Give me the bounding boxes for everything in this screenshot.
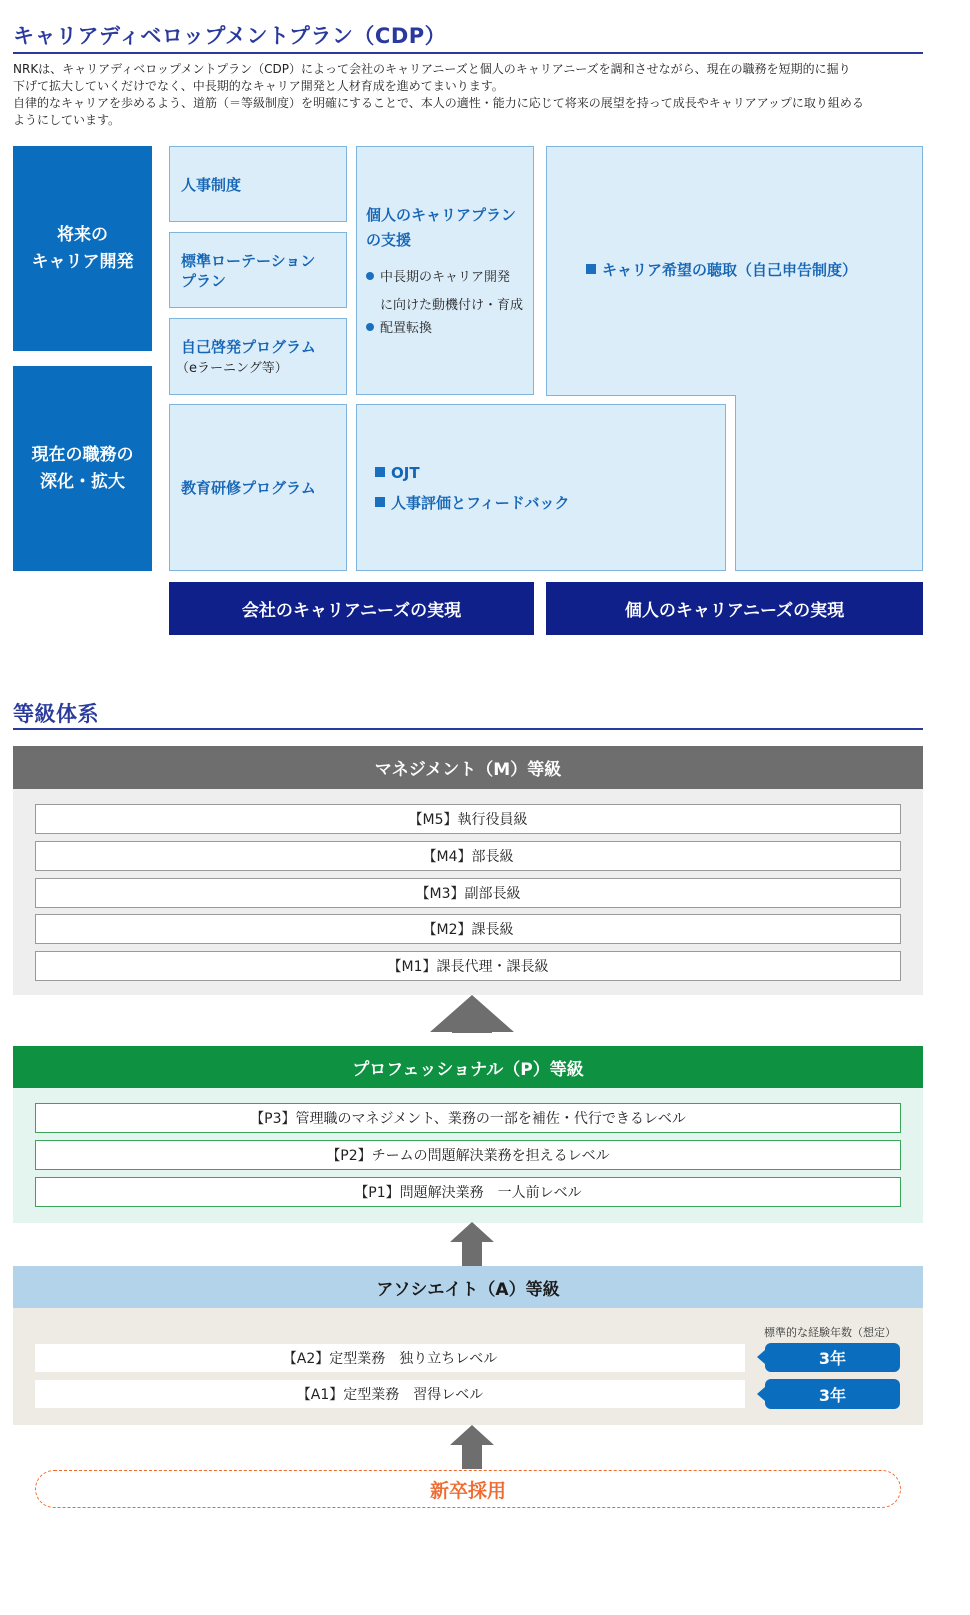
badge-pointer-icon — [757, 1350, 765, 1364]
grade-row-p2: 【P2】チームの問題解決業務を担えるレベル — [35, 1140, 901, 1170]
box-self-development-label: 自己啓発プログラム — [181, 338, 316, 356]
box-rotation-label — [181, 251, 315, 291]
box-training-program — [169, 404, 347, 571]
company-needs-bar: 会社のキャリアニーズの実現 — [169, 582, 534, 635]
box-ojt-feedback — [356, 404, 726, 571]
cdp-title-underline — [13, 52, 923, 54]
side-current-line-2: 深化・拡大 — [40, 471, 125, 492]
cdp-title: キャリアディベロップメントプラン（CDP） — [13, 24, 447, 48]
professional-bar: プロフェッショナル（P）等級 — [13, 1046, 923, 1088]
box-support-item-1-line-1: 中長期のキャリア開発 — [380, 270, 511, 285]
badge-pointer-icon — [757, 1387, 765, 1401]
up-arrow-icon — [450, 1425, 494, 1469]
box-support-item-1-line-2: に向けた動機付け・育成 — [380, 298, 524, 313]
box-support-title-line-1: 個人のキャリアプラン — [366, 206, 517, 224]
personal-needs-bar: 個人のキャリアニーズの実現 — [546, 582, 923, 635]
box-rotation-line-1: 標準ローテーション — [181, 252, 316, 270]
square-bullet-icon — [375, 467, 385, 477]
cdp-intro-line-1: NRKは、キャリアディベロップメントプラン（CDP）によって会社のキャリアニーズと個人のキャリアニーズを調和させながら、現在の職務を短期的に掘り — [13, 62, 851, 76]
grade-row-p3: 【P3】管理職のマネジメント、業務の一部を補佐・代行できるレベル — [35, 1103, 901, 1133]
box-ojt — [375, 463, 420, 483]
box-support-item-2 — [366, 319, 432, 339]
box-hearing-text: キャリア希望の聴取（自己申告制度） — [602, 261, 858, 279]
box-rotation-line-2: プラン — [181, 272, 227, 290]
box-hearing-label — [586, 260, 857, 280]
grades-title-underline — [13, 728, 923, 730]
box-support-title — [366, 203, 516, 253]
grade-row-m2: 【M2】課長級 — [35, 914, 901, 944]
grade-row-m4: 【M4】部長級 — [35, 841, 901, 871]
management-bar: マネジメント（M）等級 — [13, 746, 923, 789]
side-future-line-1: 将来の — [57, 224, 108, 245]
box-self-development — [169, 318, 347, 395]
box-hr-system — [169, 146, 347, 222]
cdp-intro-line-3: 自律的なキャリアを歩めるよう、道筋（＝等級制度）を明確にすることで、本人の適性・能力に応じて将来の展望を持って成長やキャリアアップに取り組める — [13, 96, 864, 110]
box-self-development-sub: （eラーニング等） — [176, 361, 288, 376]
box-rotation-plan — [169, 232, 347, 308]
cdp-intro-line-4: ようにしています。 — [13, 113, 121, 127]
standard-years-label: 標準的な経験年数（想定） — [764, 1326, 896, 1339]
side-future-career — [13, 146, 152, 351]
up-arrow-icon — [450, 1222, 494, 1266]
side-current-duties — [13, 366, 152, 571]
bullet-dot-icon — [366, 323, 374, 331]
square-bullet-icon — [586, 264, 596, 274]
grade-row-m1: 【M1】課長代理・課長級 — [35, 951, 901, 981]
box-hr-system-label: 人事制度 — [181, 176, 242, 194]
associate-bar: アソシエイト（A）等級 — [13, 1266, 923, 1308]
box-feedback — [375, 493, 570, 513]
cdp-intro-line-2: 下げて拡大していくだけでなく、中長期的なキャリア開発と人材育成を進めてまいります。 — [13, 79, 504, 93]
up-arrow-icon — [430, 995, 514, 1033]
box-support-item-2-label: 配置転換 — [380, 321, 433, 336]
box-ojt-label: OJT — [391, 464, 420, 482]
box-career-plan-support — [356, 146, 534, 395]
grade-row-m5: 【M5】執行役員級 — [35, 804, 901, 834]
box-support-item-1 — [366, 264, 523, 320]
grade-row-m3: 【M3】副部長級 — [35, 878, 901, 908]
years-badge-a1: 3年 — [765, 1379, 900, 1409]
new-graduate-recruitment: 新卒採用 — [35, 1470, 901, 1508]
cdp-intro — [13, 61, 928, 129]
bullet-dot-icon — [366, 272, 374, 280]
years-badge-a2: 3年 — [765, 1343, 900, 1372]
side-current-line-1: 現在の職務の — [31, 444, 134, 465]
square-bullet-icon — [375, 497, 385, 507]
grade-row-a2: 【A2】定型業務 独り立ちレベル — [35, 1344, 745, 1372]
box-feedback-label: 人事評価とフィードバック — [391, 494, 570, 512]
grade-row-a1: 【A1】定型業務 習得レベル — [35, 1380, 745, 1408]
side-future-line-2: キャリア開発 — [31, 251, 134, 272]
box-training-label: 教育研修プログラム — [181, 479, 316, 497]
box-support-title-line-2: の支援 — [366, 231, 412, 249]
grades-title: 等級体系 — [13, 702, 99, 726]
grade-row-p1: 【P1】問題解決業務 一人前レベル — [35, 1177, 901, 1207]
